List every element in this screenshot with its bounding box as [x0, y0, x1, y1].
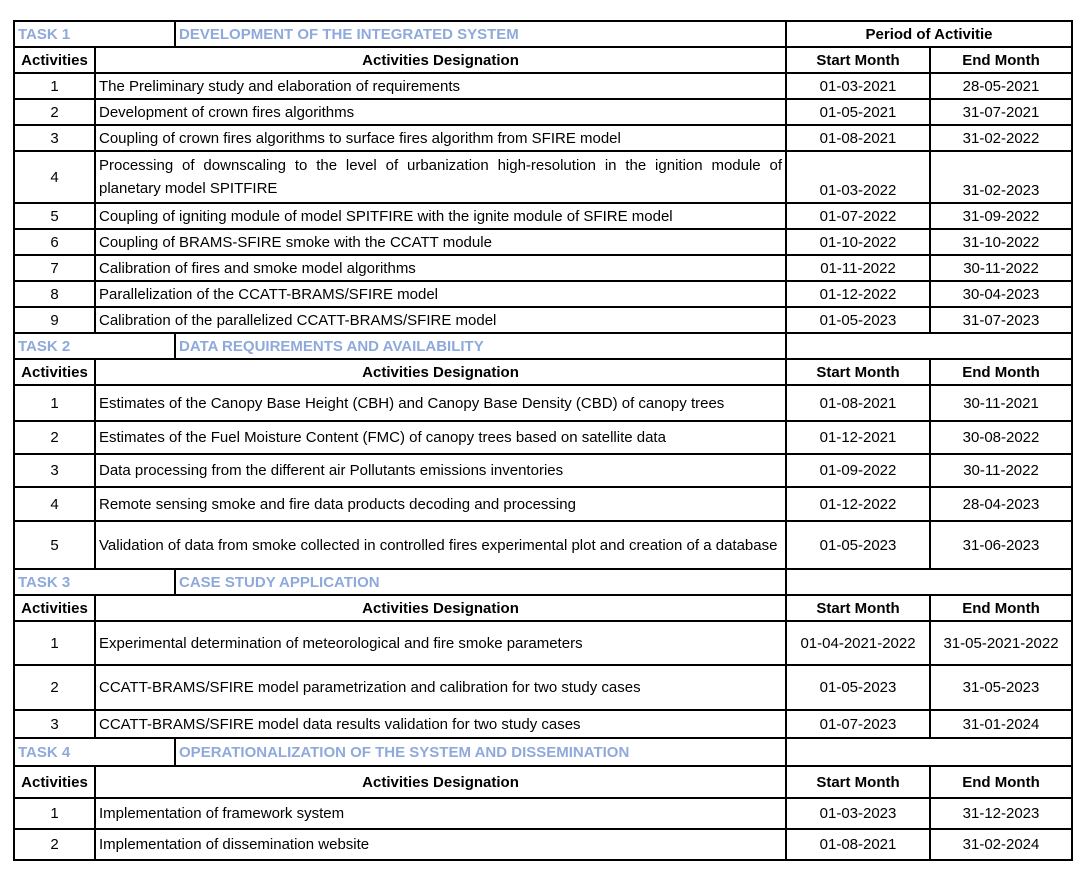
activity-number: 1: [14, 73, 95, 99]
table-row: [14, 73, 1072, 99]
activity-number: 4: [14, 487, 95, 521]
designation-header: Activities Designation: [95, 766, 786, 798]
schedule-body: [14, 21, 1072, 860]
activity-number: 2: [14, 829, 95, 860]
activity-number: 5: [14, 203, 95, 229]
activity-designation: Estimates of the Fuel Moisture Content (FMC) of canopy trees based on satellite data: [95, 421, 786, 454]
activity-number: 8: [14, 281, 95, 307]
activity-number: 1: [14, 621, 95, 665]
column-header-row: [14, 47, 1072, 73]
empty-period-cell: [786, 333, 1072, 359]
activity-designation: Parallelization of the CCATT-BRAMS/SFIRE model: [95, 281, 786, 307]
end-month: 31-05-2023: [930, 665, 1072, 710]
activity-number: 2: [14, 665, 95, 710]
activity-designation: CCATT-BRAMS/SFIRE model data results validation for two study cases: [95, 710, 786, 738]
end-month: 30-08-2022: [930, 421, 1072, 454]
activity-designation: The Preliminary study and elaboration of requirements: [95, 73, 786, 99]
activity-designation: Validation of data from smoke collected in controlled fires experimental plot and creation of a database: [95, 521, 786, 569]
table-row: [14, 621, 1072, 665]
activity-designation: Coupling of igniting module of model SPITFIRE with the ignite module of SFIRE model: [95, 203, 786, 229]
empty-period-cell: [786, 569, 1072, 595]
table-row: [14, 487, 1072, 521]
start-month: 01-03-2023: [786, 798, 930, 829]
start-month: 01-08-2021: [786, 125, 930, 151]
end-month: 30-11-2022: [930, 454, 1072, 487]
activities-header: Activities: [14, 766, 95, 798]
table-row: [14, 665, 1072, 710]
activity-designation: Calibration of fires and smoke model algorithms: [95, 255, 786, 281]
table-row: [14, 281, 1072, 307]
activities-header: Activities: [14, 47, 95, 73]
task-title: CASE STUDY APPLICATION: [175, 569, 786, 595]
activity-designation: Coupling of BRAMS-SFIRE smoke with the CCATT module: [95, 229, 786, 255]
start-month: 01-07-2023: [786, 710, 930, 738]
end-month: 31-07-2021: [930, 99, 1072, 125]
activity-number: 3: [14, 710, 95, 738]
task-label: TASK 2: [14, 333, 175, 359]
activity-designation: Implementation of dissemination website: [95, 829, 786, 860]
table-row: [14, 255, 1072, 281]
end-month: 31-09-2022: [930, 203, 1072, 229]
activity-designation: CCATT-BRAMS/SFIRE model parametrization and calibration for two study cases: [95, 665, 786, 710]
column-header-row: [14, 595, 1072, 621]
start-month: 01-11-2022: [786, 255, 930, 281]
activity-number: 4: [14, 151, 95, 203]
task-title: DATA REQUIREMENTS AND AVAILABILITY: [175, 333, 786, 359]
table-row: [14, 203, 1072, 229]
activity-number: 1: [14, 798, 95, 829]
end-month: 30-04-2023: [930, 281, 1072, 307]
table-row: [14, 151, 1072, 203]
activities-header: Activities: [14, 359, 95, 385]
activity-designation: Remote sensing smoke and fire data products decoding and processing: [95, 487, 786, 521]
start-month: 01-05-2023: [786, 307, 930, 333]
end-month: 30-11-2022: [930, 255, 1072, 281]
start-month: 01-05-2021: [786, 99, 930, 125]
end-month-header: End Month: [930, 595, 1072, 621]
activity-number: 3: [14, 454, 95, 487]
start-month-header: Start Month: [786, 766, 930, 798]
table-row: [14, 521, 1072, 569]
start-month: 01-08-2021: [786, 385, 930, 421]
activity-designation: Coupling of crown fires algorithms to surface fires algorithm from SFIRE model: [95, 125, 786, 151]
table-row: [14, 125, 1072, 151]
activity-designation: Experimental determination of meteorological and fire smoke parameters: [95, 621, 786, 665]
task-title: DEVELOPMENT OF THE INTEGRATED SYSTEM: [175, 21, 786, 47]
task-label: TASK 1: [14, 21, 175, 47]
end-month: 30-11-2021: [930, 385, 1072, 421]
end-month-header: End Month: [930, 766, 1072, 798]
start-month: 01-08-2021: [786, 829, 930, 860]
task-title: OPERATIONALIZATION OF THE SYSTEM AND DISSEMINATION: [175, 738, 786, 766]
activity-designation: Calibration of the parallelized CCATT-BRAMS/SFIRE model: [95, 307, 786, 333]
activity-designation: Processing of downscaling to the level of urbanization high-resolution in the ignition module of planetary model SPITFIRE: [95, 151, 786, 203]
start-month-header: Start Month: [786, 595, 930, 621]
table-row: [14, 385, 1072, 421]
end-month: 31-02-2022: [930, 125, 1072, 151]
end-month-header: End Month: [930, 359, 1072, 385]
start-month: 01-03-2021: [786, 73, 930, 99]
designation-header: Activities Designation: [95, 47, 786, 73]
period-of-activity-header: Period of Activitie: [786, 21, 1072, 47]
end-month: 31-01-2024: [930, 710, 1072, 738]
end-month-header: End Month: [930, 47, 1072, 73]
activity-number: 9: [14, 307, 95, 333]
start-month: 01-07-2022: [786, 203, 930, 229]
table-row: [14, 229, 1072, 255]
task-title-row: [14, 21, 1072, 47]
start-month: 01-12-2022: [786, 281, 930, 307]
end-month: 31-07-2023: [930, 307, 1072, 333]
start-month: 01-09-2022: [786, 454, 930, 487]
start-month: 01-05-2023: [786, 665, 930, 710]
designation-header: Activities Designation: [95, 359, 786, 385]
table-row: [14, 454, 1072, 487]
table-row: [14, 421, 1072, 454]
table-row: [14, 798, 1072, 829]
task-title-row: [14, 738, 1072, 766]
activity-designation: Estimates of the Canopy Base Height (CBH) and Canopy Base Density (CBD) of canopy trees: [95, 385, 786, 421]
end-month: 28-04-2023: [930, 487, 1072, 521]
table-row: [14, 829, 1072, 860]
activity-number: 6: [14, 229, 95, 255]
end-month: 31-12-2023: [930, 798, 1072, 829]
table-row: [14, 710, 1072, 738]
task-title-row: [14, 333, 1072, 359]
end-month: 31-06-2023: [930, 521, 1072, 569]
activity-number: 3: [14, 125, 95, 151]
column-header-row: [14, 359, 1072, 385]
activities-header: Activities: [14, 595, 95, 621]
start-month-header: Start Month: [786, 359, 930, 385]
designation-header: Activities Designation: [95, 595, 786, 621]
activity-number: 1: [14, 385, 95, 421]
end-month: 31-02-2023: [930, 151, 1072, 203]
task-label: TASK 3: [14, 569, 175, 595]
start-month: 01-03-2022: [786, 151, 930, 203]
start-month: 01-12-2021: [786, 421, 930, 454]
end-month: 31-05-2021-2022: [930, 621, 1072, 665]
start-month: 01-10-2022: [786, 229, 930, 255]
start-month-header: Start Month: [786, 47, 930, 73]
start-month: 01-04-2021-2022: [786, 621, 930, 665]
column-header-row: [14, 766, 1072, 798]
activity-designation: Data processing from the different air Pollutants emissions inventories: [95, 454, 786, 487]
table-row: [14, 99, 1072, 125]
start-month: 01-05-2023: [786, 521, 930, 569]
activity-number: 2: [14, 421, 95, 454]
table-row: [14, 307, 1072, 333]
end-month: 31-02-2024: [930, 829, 1072, 860]
task-title-row: [14, 569, 1072, 595]
activity-designation: Development of crown fires algorithms: [95, 99, 786, 125]
empty-period-cell: [786, 738, 1072, 766]
start-month: 01-12-2022: [786, 487, 930, 521]
activity-number: 7: [14, 255, 95, 281]
end-month: 31-10-2022: [930, 229, 1072, 255]
activity-schedule-table: [13, 20, 1073, 861]
activity-number: 5: [14, 521, 95, 569]
activity-number: 2: [14, 99, 95, 125]
end-month: 28-05-2021: [930, 73, 1072, 99]
task-label: TASK 4: [14, 738, 175, 766]
activity-designation: Implementation of framework system: [95, 798, 786, 829]
